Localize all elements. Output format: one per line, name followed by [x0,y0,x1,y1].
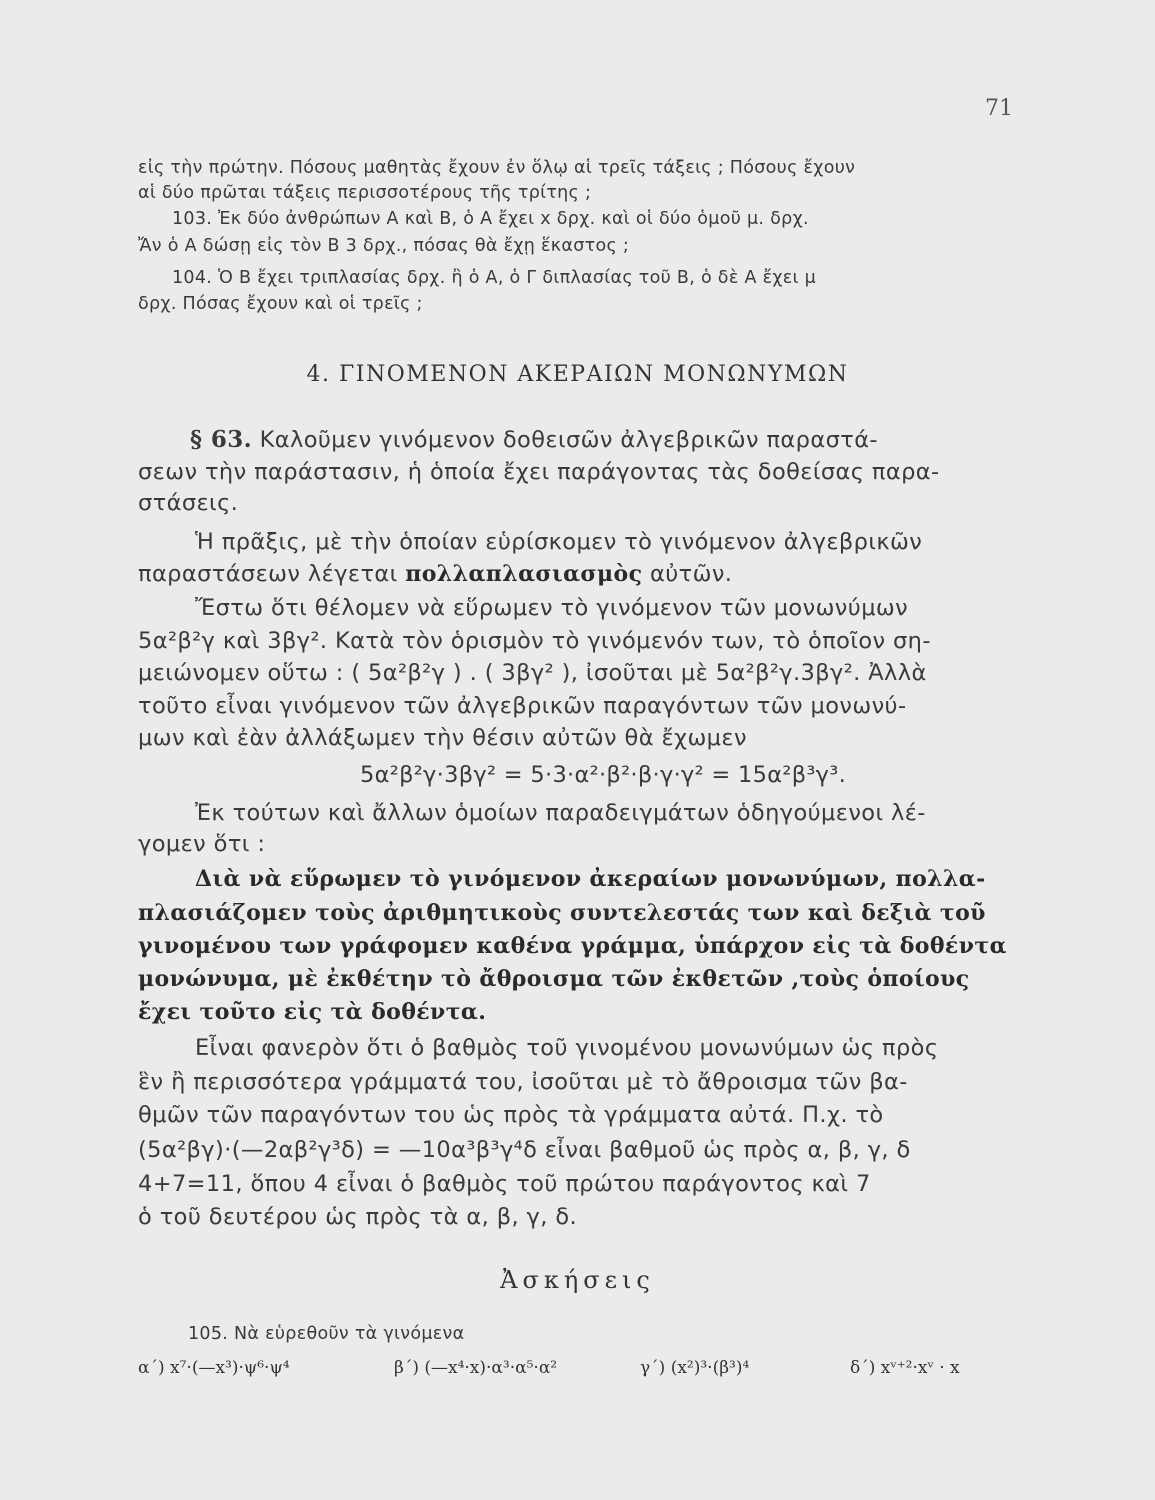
example-line: 5α²β²γ καὶ 3βγ². Κατὰ τὸν ὁρισμὸν τὸ γινόμενόν των, τὸ ὁποῖον ση- [138,628,931,654]
definition-text: Καλοῦμεν γινόμενον δοθεισῶν ἀλγεβρικῶν παραστά- [252,427,878,453]
page-number: 71 [985,96,1013,121]
degree-line: Εἶναι φανερὸν ὅτι ὁ βαθμὸς τοῦ γινομένου μονωνύμων ὡς πρὸς [195,1035,939,1061]
conclusion-line: Ἐκ τούτων καὶ ἄλλων ὁμοίων παραδειγμάτων ὁδηγούμενοι λέ- [195,800,926,826]
definition-line: στάσεις. [138,490,239,516]
degree-line: ὁ τοῦ δευτέρου ὡς πρὸς τὰ α, β, γ, δ. [138,1204,578,1230]
section-heading: 4. ΓΙΝΟΜΕΝΟΝ ΑΚΕΡΑΙΩΝ ΜΟΝΩΝΥΜΩΝ [306,362,849,387]
praxis-line [138,558,1008,590]
example-line: μων καὶ ἐὰν ἀλλάξωμεν τὴν θέσιν αὐτῶν θὰ ἔχωμεν [138,725,747,751]
definition-line: σεων τὴν παράστασιν, ἡ ὁποία ἔχει παράγοντας τὰς δοθείσας παρα- [138,459,940,485]
example-line: τοῦτο εἶναι γινόμενον τῶν ἀλγεβρικῶν παραγόντων τῶν μονωνύ- [138,693,907,719]
conclusion-line: γομεν ὅτι : [138,831,266,857]
rule-line: γινομένου των γράφομεν καθένα γράμμα, ὑπάρχον εἰς τὰ δοθέντα [138,933,1007,959]
text-line: αἱ δύο πρῶται τάξεις περισσοτέρους τῆς τρίτης ; [138,183,592,203]
praxis-line: Ἡ πρᾶξις, μὲ τὴν ὁποίαν εὑρίσκομεν τὸ γινόμενον ἀλγεβρικῶν [195,529,923,555]
degree-line: ἓν ἢ περισσότερα γράμματά του, ἰσοῦται μὲ τὸ ἄθροισμα τῶν βα- [138,1069,908,1095]
exercise-item: δ΄) xᵛ⁺²·xᵛ · x [850,1358,960,1378]
praxis-text: παραστάσεων λέγεται [138,561,406,587]
exercise-104: 104. Ὁ Β ἔχει τριπλασίας δρχ. ἢ ὁ Α, ὁ Γ διπλασίας τοῦ Β, ὁ δὲ Α ἔχει μ [172,268,817,288]
rule-line: ἔχει τοῦτο εἰς τὰ δοθέντα. [138,999,487,1025]
rule-line: μονώνυμα, μὲ ἐκθέτην τὸ ἄθροισμα τῶν ἐκθετῶν ,τοὺς ὁποίους [138,966,970,992]
definition-line [190,424,1060,456]
degree-line: θμῶν τῶν παραγόντων του ὡς πρὸς τὰ γράμματα αὐτά. Π.χ. τὸ [138,1102,884,1128]
degree-line: 4+7=11, ὅπου 4 εἶναι ὁ βαθμὸς τοῦ πρώτου παράγοντος καὶ 7 [138,1171,871,1197]
exercise-item: γ΄) (x²)³·(β³)⁴ [640,1358,750,1378]
exercise-item: α΄) x⁷·(—x³)·ψ⁶·ψ⁴ [138,1358,290,1378]
term-multiplication: πολλαπλασιασμὸς [405,561,643,587]
degree-line: (5α²βγ)·(—2αβ²γ³δ) = —10α³β³γ⁴δ εἶναι βαθμοῦ ὡς πρὸς α, β, γ, δ [138,1137,911,1163]
text-line: Ἄν ὁ Α δώσῃ εἰς τὸν Β 3 δρχ., πόσας θὰ ἔχῃ ἕκαστος ; [138,236,630,256]
text-line: δρχ. Πόσας ἔχουν καὶ οἱ τρεῖς ; [138,294,423,314]
section-number: § 63. [190,426,253,453]
example-line: μειώνομεν οὕτω : ( 5α²β²γ ) . ( 3βγ² ), ἰσοῦται μὲ 5α²β²γ.3βγ². Ἀλλὰ [138,660,927,686]
exercise-item: β΄) (—x⁴·x)·α³·α⁵·α² [394,1358,558,1378]
formula: 5α²β²γ·3βγ² = 5·3·α²·β²·β·γ·γ² = 15α²β³γ³. [360,762,847,788]
text-line: εἰς τὴν πρώτην. Πόσους μαθητὰς ἔχουν ἐν ὅλῳ αἱ τρεῖς τάξεις ; Πόσους ἔχουν [138,158,856,178]
rule-line: Διὰ νὰ εὕρωμεν τὸ γινόμενον ἀκεραίων μονωνύμων, πολλα- [195,866,986,892]
exercise-105: 105. Νὰ εὑρεθοῦν τὰ γινόμενα [188,1324,465,1344]
exercise-103: 103. Ἐκ δύο ἀνθρώπων Α καὶ Β, ὁ Α ἔχει x δρχ. καὶ οἱ δύο ὁμοῦ μ. δρχ. [172,209,809,229]
rule-line: πλασιάζομεν τοὺς ἀριθμητικοὺς συντελεστάς των καὶ δεξιὰ τοῦ [138,900,986,926]
example-line: Ἔστω ὅτι θέλομεν νὰ εὕρωμεν τὸ γινόμενον τῶν μονωνύμων [195,595,909,621]
exercises-heading: Ἀσκήσεις [500,1266,655,1294]
praxis-text: αὐτῶν. [642,561,733,587]
